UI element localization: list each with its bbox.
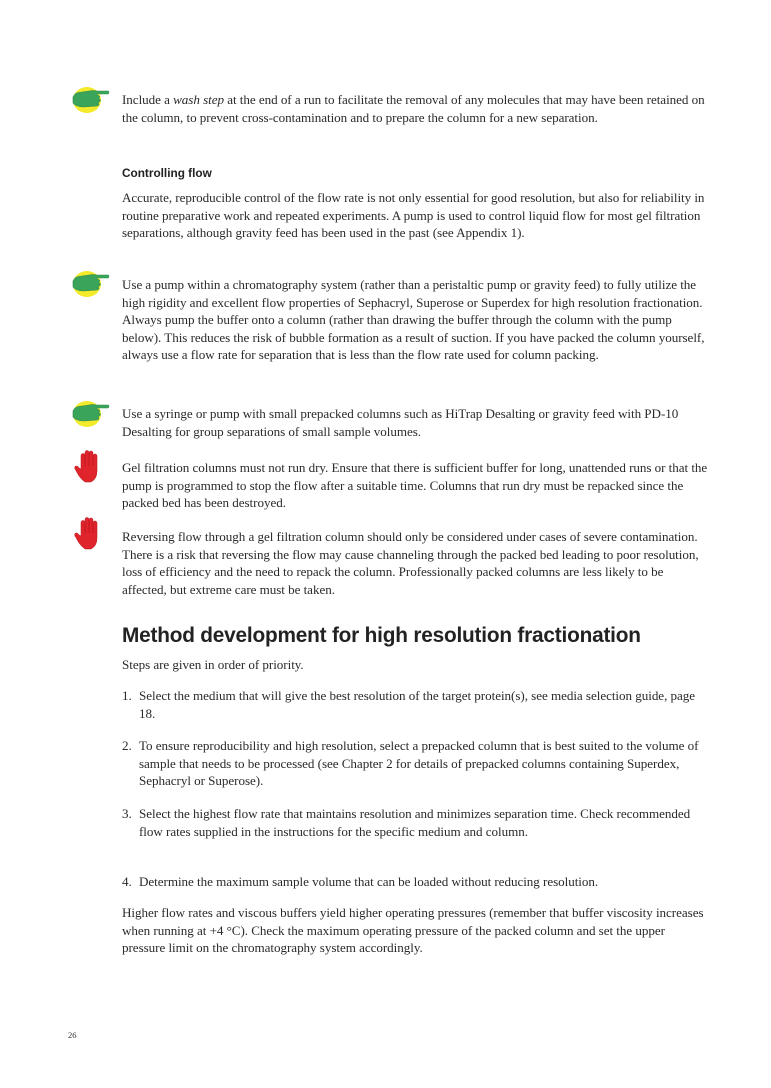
pointing-hand-icon <box>70 396 110 432</box>
method-step-4: 4. Determine the maximum sample volume that can be loaded without reducing resolution. <box>122 874 599 889</box>
pointing-hand-icon <box>70 82 110 118</box>
controlling-flow-body: Accurate, reproducible control of the flow rate is not only essential for good resolution, but also for reliability in routine preparative work and repeated experiments. A pump is used to control liquid flow for most gel filtration separations, although gravity feed has been used in the past (see Appendix 1). <box>122 190 705 241</box>
dry-column-warning: Gel filtration columns must not run dry. Ensure that there is sufficient buffer for long, unattended runs or that the pump is programmed to stop the flow after a suitable time. Columns that run dry must be repacked since the packed bed has been destroyed. <box>122 460 708 511</box>
page-number: 26 <box>68 1030 77 1040</box>
method-intro: Steps are given in order of priority. <box>122 657 304 672</box>
stop-hand-icon <box>72 516 104 552</box>
method-step-2: 2. To ensure reproducibility and high resolution, select a prepacked column that is best suited to the volume of sample that needs to be processed (see Chapter 2 for details of prepacked columns containing Superdex, Sephacryl or Superose). <box>122 738 699 789</box>
pump-tip: Use a pump within a chromatography system (rather than a peristaltic pump or gravity feed) to fully utilize the high rigidity and excellent flow properties of Sephacryl, Superose or Superdex for high resolution fractionation. Always pump the buffer onto a column (rather than drawing the buffer through the column with the pump below). This reduces the risk of bubble formation as a result of suction. If you have packed the column yourself, always use a flow rate for separation that is less than the flow rate used for column packing. <box>122 277 705 363</box>
method-development-heading: Method development for high resolution fractionation <box>122 624 641 647</box>
pressure-note: Higher flow rates and viscous buffers yield higher operating pressures (remember that buffer viscosity increases when running at +4 °C). Check the maximum operating pressure of the packed column and set the upper pressure limit on the chromatography system accordingly. <box>122 905 704 956</box>
pointing-hand-icon <box>70 266 110 302</box>
method-step-3: 3. Select the highest flow rate that maintains resolution and minimizes separation time. Check recommended flow rates supplied in the instructions for the specific medium and column. <box>122 806 691 839</box>
syringe-tip: Use a syringe or pump with small prepacked columns such as HiTrap Desalting or gravity feed with PD-10 Desalting for group separations of small sample volumes. <box>122 406 679 439</box>
wash-step-tip: Include a wash step at the end of a run to facilitate the removal of any molecules that may have been retained on the column, to prevent cross-contamination and to prepare the column for a new separation. <box>122 92 705 125</box>
stop-hand-icon <box>72 449 104 485</box>
reverse-flow-warning: Reversing flow through a gel filtration column should only be considered under cases of severe contamination. There is a risk that reversing the flow may cause channeling through the packed bed leading to poor resolution, loss of efficiency and the need to repack the column. Professionally packed columns are less likely to be affected, but extreme care must be taken. <box>122 529 699 597</box>
controlling-flow-heading: Controlling flow <box>122 166 212 180</box>
wash-step-emphasis: wash step <box>173 92 224 107</box>
method-step-1: 1. Select the medium that will give the best resolution of the target protein(s), see media selection guide, page 18. <box>122 688 696 721</box>
